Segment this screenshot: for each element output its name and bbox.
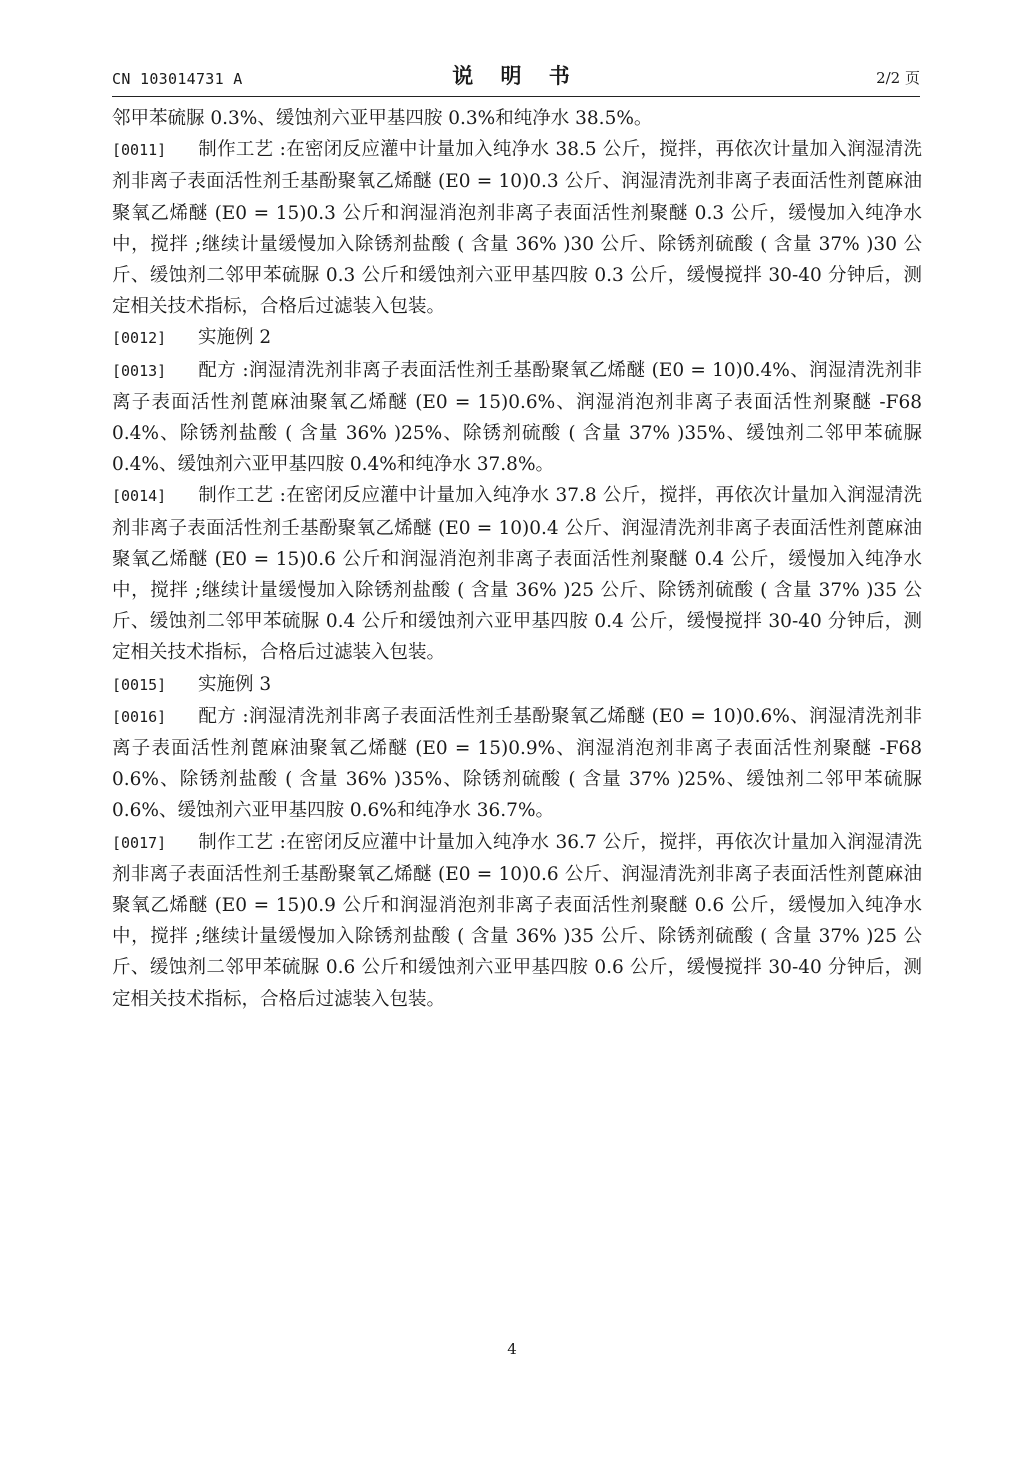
- paragraph-continuation: [112, 103, 922, 134]
- paragraph-text: 实施例 3: [198, 673, 272, 695]
- page-header: [112, 62, 920, 94]
- page-number: 4: [507, 1340, 517, 1358]
- paragraph-number: [0012]: [112, 329, 167, 348]
- paragraph-0017: [112, 827, 922, 1015]
- paragraph-number: [0015]: [112, 675, 167, 694]
- paragraph-number: [0011]: [112, 141, 167, 160]
- paragraph-number: [0016]: [112, 707, 167, 726]
- paragraph-0015: [112, 669, 922, 701]
- paragraph-number: [0014]: [112, 487, 167, 506]
- paragraph-0013: [112, 355, 922, 481]
- patent-number: CN 103014731 A: [112, 70, 243, 88]
- header-divider: [112, 96, 920, 97]
- paragraph-text: 实施例 2: [198, 327, 272, 349]
- paragraph-text: 制作工艺 :在密闭反应灌中计量加入纯净水 38.5 公斤，搅拌，再依次计量加入润湿清洗剂非离子表面活性剂壬基酚聚氧乙烯醚 (E0 = 10)0.3 公斤、润湿清洗剂非离子表面活性剂蓖麻油聚氧乙烯醚 (E0 = 15)0.3 公斤和润湿消泡剂非离子表面活性剂聚醚 0.3 公斤，缓慢加入纯净水中，搅拌 ;继续计量缓慢加入除锈剂盐酸 ( 含量 36% )30 公斤、除锈剂硫酸 ( 含量 37% )30 公斤、缓蚀剂二邻甲苯硫脲 0.3 公斤和缓蚀剂六亚甲基四胺 0.3 公斤，缓慢搅拌 30-40 分钟后，测定相关技术指标，合格后过滤装入包装。: [112, 139, 922, 318]
- document-type-title: 说 明 书: [452, 64, 580, 88]
- paragraph-number: [0013]: [112, 361, 167, 380]
- document-body: [112, 103, 922, 1015]
- paragraph-number: [0017]: [112, 833, 167, 852]
- paragraph-0016: [112, 701, 922, 827]
- paragraph-0012: [112, 322, 922, 354]
- paragraph-0011: [112, 134, 922, 322]
- paragraph-text: 邻甲苯硫脲 0.3%、缓蚀剂六亚甲基四胺 0.3%和纯净水 38.5%。: [112, 108, 653, 129]
- paragraph-text: 配方 :润湿清洗剂非离子表面活性剂壬基酚聚氧乙烯醚 (E0 = 10)0.6%、润湿清洗剂非离子表面活性剂蓖麻油聚氧乙烯醚 (E0 = 15)0.9%、润湿消泡剂非离子表面活性剂聚醚 -F68 0.6%、除锈剂盐酸 ( 含量 36% )35%、除锈剂硫酸 ( 含量 37% )25%、缓蚀剂二邻甲苯硫脲 0.6%、缓蚀剂六亚甲基四胺 0.6%和纯净水 36.7%。: [112, 705, 922, 822]
- paragraph-text: 配方 :润湿清洗剂非离子表面活性剂壬基酚聚氧乙烯醚 (E0 = 10)0.4%、润湿清洗剂非离子表面活性剂蓖麻油聚氧乙烯醚 (E0 = 15)0.6%、润湿消泡剂非离子表面活性剂聚醚 -F68 0.4%、除锈剂盐酸 ( 含量 36% )25%、除锈剂硫酸 ( 含量 37% )35%、缓蚀剂二邻甲苯硫脲 0.4%、缓蚀剂六亚甲基四胺 0.4%和纯净水 37.8%。: [112, 359, 922, 476]
- paragraph-text: 制作工艺 :在密闭反应灌中计量加入纯净水 37.8 公斤，搅拌，再依次计量加入润湿清洗剂非离子表面活性剂壬基酚聚氧乙烯醚 (E0 = 10)0.4 公斤、润湿清洗剂非离子表面活性剂蓖麻油聚氧乙烯醚 (E0 = 15)0.6 公斤和润湿消泡剂非离子表面活性剂聚醚 0.4 公斤，缓慢加入纯净水中，搅拌 ;继续计量缓慢加入除锈剂盐酸 ( 含量 36% )25 公斤、除锈剂硫酸 ( 含量 37% )35 公斤、缓蚀剂二邻甲苯硫脲 0.4 公斤和缓蚀剂六亚甲基四胺 0.4 公斤，缓慢搅拌 30-40 分钟后，测定相关技术指标，合格后过滤装入包装。: [112, 485, 922, 664]
- page-indicator: 2/2 页: [876, 69, 920, 87]
- paragraph-0014: [112, 480, 922, 668]
- paragraph-text: 制作工艺 :在密闭反应灌中计量加入纯净水 36.7 公斤，搅拌，再依次计量加入润湿清洗剂非离子表面活性剂壬基酚聚氧乙烯醚 (E0 = 10)0.6 公斤、润湿清洗剂非离子表面活性剂蓖麻油聚氧乙烯醚 (E0 = 15)0.9 公斤和润湿消泡剂非离子表面活性剂聚醚 0.6 公斤，缓慢加入纯净水中，搅拌 ;继续计量缓慢加入除锈剂盐酸 ( 含量 36% )35 公斤、除锈剂硫酸 ( 含量 37% )25 公斤、缓蚀剂二邻甲苯硫脲 0.6 公斤和缓蚀剂六亚甲基四胺 0.6 公斤，缓慢搅拌 30-40 分钟后，测定相关技术指标，合格后过滤装入包装。: [112, 831, 922, 1010]
